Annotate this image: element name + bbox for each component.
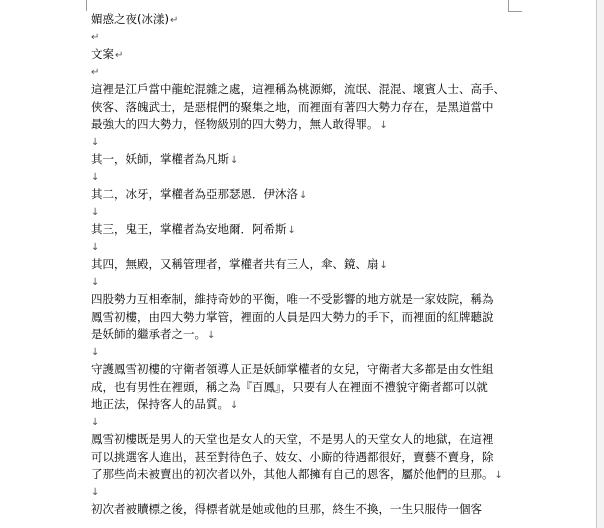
section-heading-line	[91, 46, 521, 64]
paragraph-line-text: 初次者被贖標之後，得標者就是她或他的旦那，終生不換，一生只服侍一個客	[91, 502, 482, 516]
paragraph-line-text: 是妖師的繼承者之一。	[91, 327, 206, 341]
paragraph-line-text: 鳳雪初樓，由四大勢力掌管，裡面的人員是四大勢力的手下，而裡面的紅牌聽說	[91, 309, 494, 324]
empty-line-break-mark-icon: ↓	[91, 346, 100, 358]
paragraph-line-text: 其二，冰牙，掌權者為亞那瑟恩．伊沐洛	[91, 187, 298, 201]
empty-line-break-mark-icon: ↓	[91, 206, 100, 218]
right-margin-corner-mark	[508, 0, 509, 11]
paragraph-line	[91, 116, 521, 134]
empty-line-break-mark-icon: ↓	[91, 136, 100, 148]
empty-paragraph-mark-icon: ↵	[91, 66, 100, 78]
empty-line-break-mark-icon: ↓	[91, 486, 100, 498]
paragraph-line	[91, 396, 521, 414]
line-break-mark-icon: ↓	[230, 155, 239, 166]
paragraph-line	[91, 151, 521, 169]
empty-paragraph-mark-icon: ↵	[91, 31, 100, 43]
paragraph-line	[91, 326, 521, 344]
paragraph-line-text: 這裡是江戶當中龍蛇混雜之處，這裡稱為桃源鄉，流氓、混混、壞賓人士、高手、	[91, 82, 505, 96]
line-break-mark-icon: ↓	[379, 120, 388, 131]
paragraph-line	[91, 431, 521, 449]
paragraph-line	[91, 466, 521, 484]
paragraph-line-text: 其一，妖師，掌權者為凡斯	[91, 152, 229, 166]
paragraph-line-text: 其四，無殿，又稱管理者，掌權者共有三人，傘、鏡、扇	[91, 257, 379, 271]
line-break-mark-icon: ↓	[230, 400, 239, 411]
paragraph-line	[91, 501, 521, 519]
paragraph-line-text: 守護鳳雪初樓的守衛者領導人正是妖師掌權者的女兒，守衛者大多都是由女性組	[91, 362, 494, 376]
paragraph-line	[91, 361, 521, 379]
document-title-line	[91, 11, 521, 29]
line-break-mark-icon: ↓	[379, 260, 388, 271]
paragraph-line	[91, 309, 521, 327]
paragraph-line	[91, 81, 521, 99]
paragraph-line-text: 其三，鬼王，掌權者為安地爾．阿希斯	[91, 222, 287, 236]
body-paragraph	[91, 221, 521, 239]
paragraph-line	[91, 186, 521, 204]
line-break-mark-icon: ↓	[299, 190, 308, 201]
vertical-scrollbar-edge[interactable]	[596, 0, 604, 528]
body-paragraph	[91, 81, 521, 134]
empty-line-break-mark-icon: ↓	[91, 171, 100, 183]
body-paragraph	[91, 151, 521, 169]
paragraph-line	[91, 379, 521, 397]
paragraph-line	[91, 256, 521, 274]
line-break-mark-icon: ↓	[207, 330, 216, 341]
paragraph-line-text: 了那些尚未被賣出的初次者以外，其他人都擁有自己的恩客，屬於他們的旦那。	[91, 467, 494, 481]
body-paragraph	[91, 256, 521, 274]
body-paragraph	[91, 291, 521, 344]
body-paragraph	[91, 501, 521, 519]
paragraph-line	[91, 291, 521, 309]
paragraph-line	[91, 221, 521, 239]
paragraph-line-text: 成，也有男性在裡頭，稱之為『百鳳』，只要有人在裡面不禮貌守衛者都可以就	[91, 379, 488, 394]
left-margin-corner-mark	[86, 0, 87, 11]
empty-line-break-mark-icon: ↓	[91, 276, 100, 288]
document-body[interactable]	[91, 11, 521, 519]
body-paragraph	[91, 361, 521, 414]
body-paragraph	[91, 186, 521, 204]
section-heading: 文案	[91, 47, 114, 61]
body-paragraph	[91, 431, 521, 484]
paragraph-line-text: 地正法，保持客人的品質。	[91, 397, 229, 411]
paragraph-line-text: 俠客、落魄武士，是惡棍們的聚集之地，而裡面有著四大勢力存在，是黑道當中	[91, 99, 494, 114]
empty-line-break-mark-icon: ↓	[91, 241, 100, 253]
paragraph-line	[91, 449, 521, 467]
paragraph-line-text: 四股勢力互相牽制，維持奇妙的平衡，唯一不受影響的地方就是一家妓院，稱為	[91, 292, 494, 306]
document-title: 媚惑之夜(冰漾)	[91, 12, 169, 26]
paragraph-mark-icon: ↵	[115, 50, 124, 61]
paragraph-line	[91, 99, 521, 117]
line-break-mark-icon: ↓	[287, 225, 296, 236]
paragraph-list	[91, 81, 521, 519]
paragraph-line-text: 可以挑選客人進出，甚至對待色子、妓女、小廝的待遇都很好，賣藝不賣身，除	[91, 449, 494, 464]
paragraph-mark-icon: ↵	[169, 15, 179, 26]
line-break-mark-icon: ↓	[494, 470, 503, 481]
paragraph-line-text: 最強大的四大勢力，怪物級別的四大勢力，無人敢得罪。	[91, 117, 379, 131]
empty-line-break-mark-icon: ↓	[91, 416, 100, 428]
paragraph-line-text: 鳳雪初樓既是男人的天堂也是女人的天堂，不是男人的天堂女人的地獄，在這裡	[91, 432, 494, 446]
